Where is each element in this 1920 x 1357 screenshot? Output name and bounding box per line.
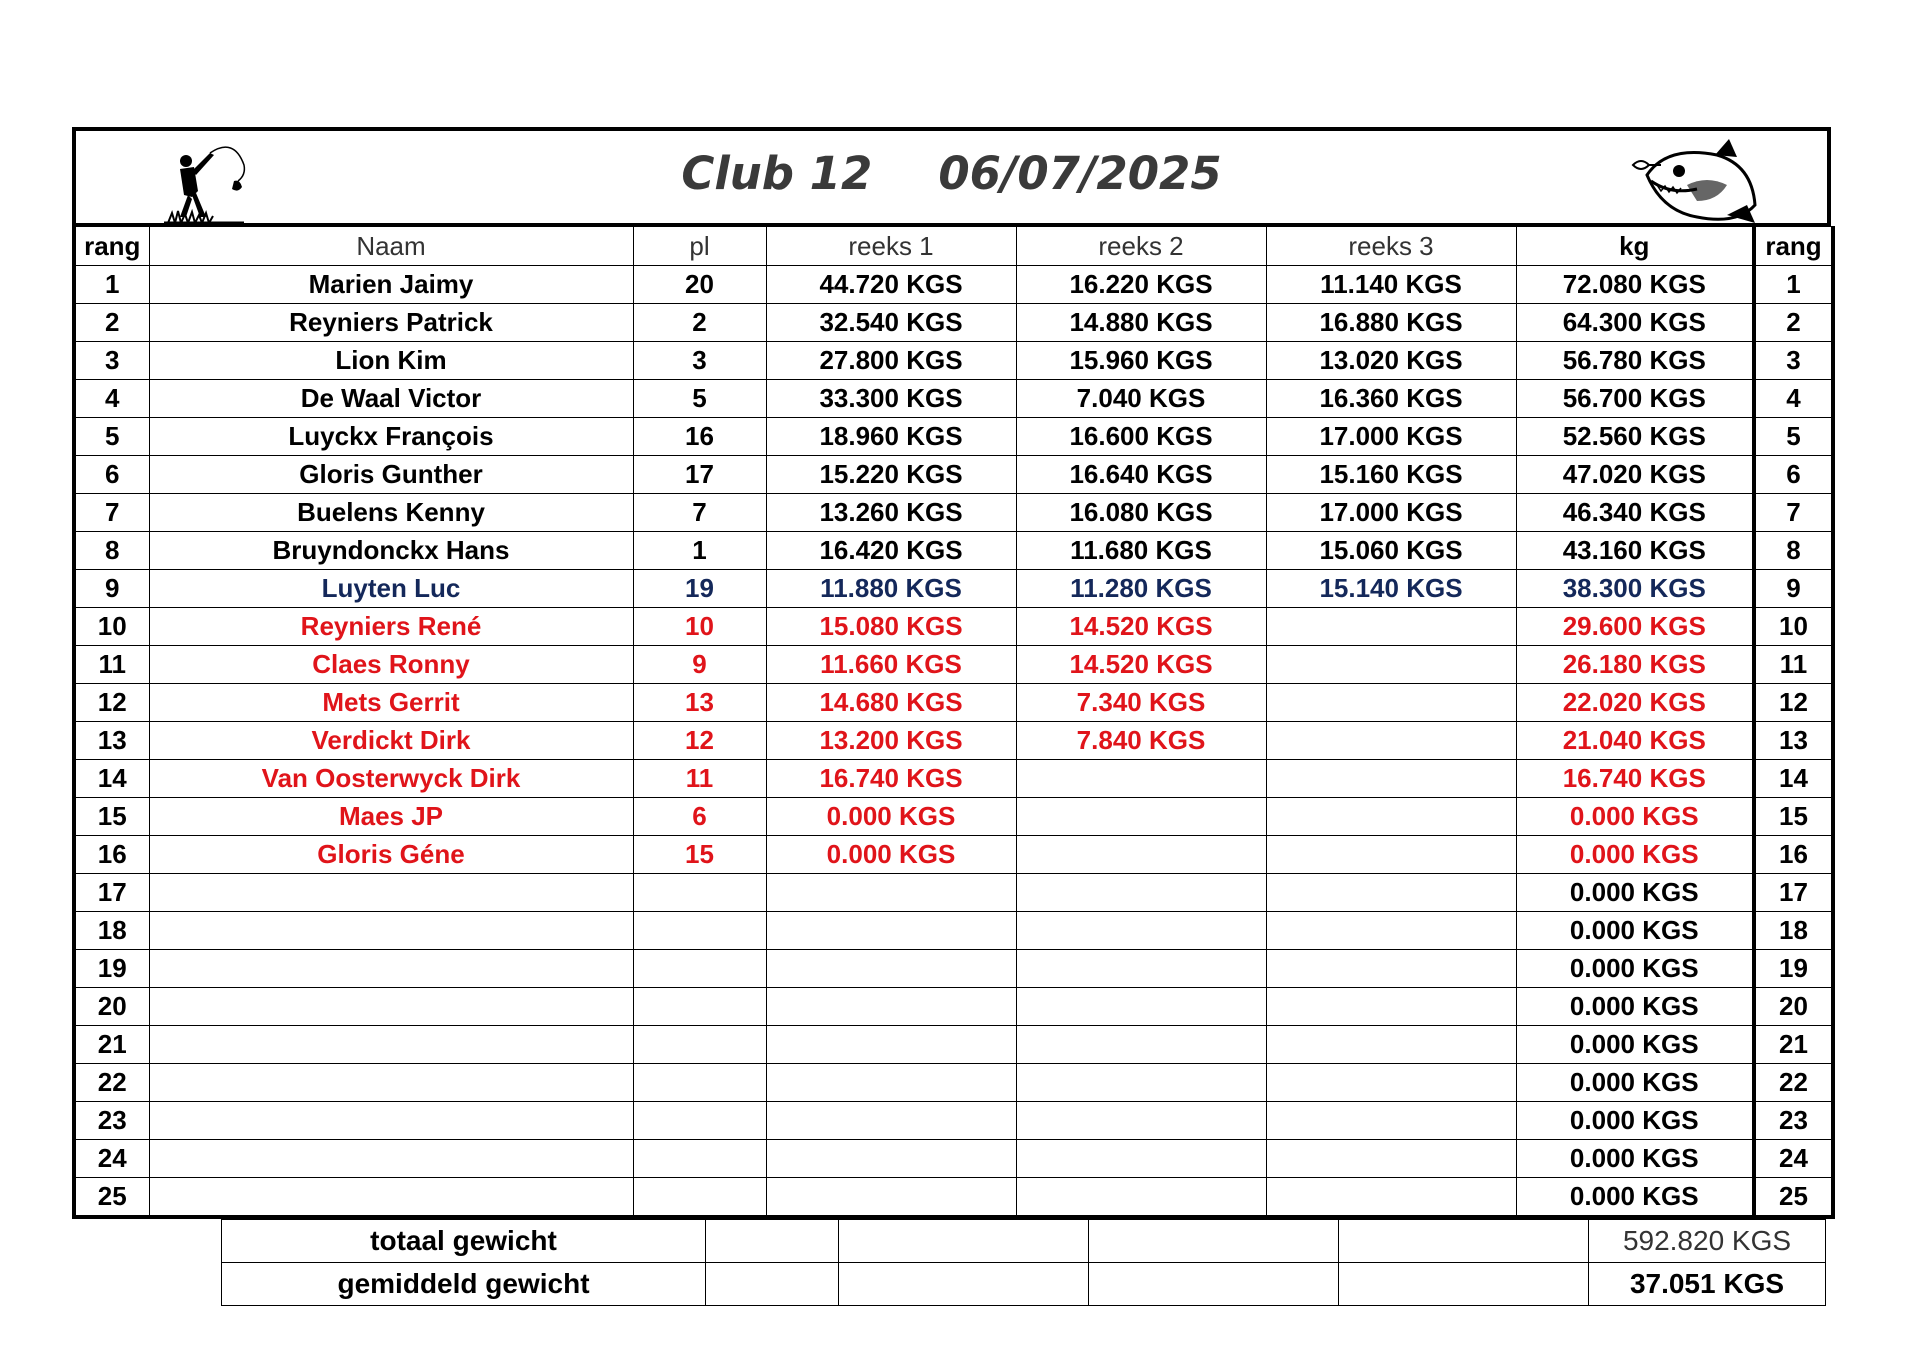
cell-pl: 16 xyxy=(633,418,766,456)
cell-rang-right: 5 xyxy=(1754,418,1833,456)
cell-pl: 12 xyxy=(633,722,766,760)
cell-pl xyxy=(633,1102,766,1140)
results-table xyxy=(72,226,1835,1219)
cell-rang: 12 xyxy=(74,684,149,722)
average-weight-label: gemiddeld gewicht xyxy=(222,1263,706,1306)
cell-rang-right: 2 xyxy=(1754,304,1833,342)
table-row xyxy=(74,950,1833,988)
fish-icon xyxy=(1627,135,1767,227)
cell-rang-right: 17 xyxy=(1754,874,1833,912)
cell-reeks-1: 16.740 KGS xyxy=(766,760,1016,798)
cell-reeks-3: 15.140 KGS xyxy=(1266,570,1516,608)
cell-pl xyxy=(633,1140,766,1178)
cell-kg: 46.340 KGS xyxy=(1516,494,1754,532)
cell-reeks-3 xyxy=(1266,722,1516,760)
cell-reeks-2 xyxy=(1016,1064,1266,1102)
cell-reeks-1: 13.200 KGS xyxy=(766,722,1016,760)
cell-reeks-1: 44.720 KGS xyxy=(766,266,1016,304)
cell-naam: Reyniers René xyxy=(149,608,633,646)
cell-rang: 7 xyxy=(74,494,149,532)
table-row xyxy=(74,1064,1833,1102)
table-row xyxy=(74,684,1833,722)
cell-reeks-2 xyxy=(1016,950,1266,988)
cell-rang: 21 xyxy=(74,1026,149,1064)
cell-pl: 1 xyxy=(633,532,766,570)
cell-naam xyxy=(149,988,633,1026)
cell-reeks-1: 11.660 KGS xyxy=(766,646,1016,684)
cell-rang-right: 4 xyxy=(1754,380,1833,418)
cell-kg: 21.040 KGS xyxy=(1516,722,1754,760)
cell-kg: 52.560 KGS xyxy=(1516,418,1754,456)
cell-pl xyxy=(633,1178,766,1218)
cell-rang-right: 20 xyxy=(1754,988,1833,1026)
cell-reeks-3 xyxy=(1266,608,1516,646)
cell-pl: 6 xyxy=(633,798,766,836)
table-row xyxy=(74,532,1833,570)
cell-naam xyxy=(149,1102,633,1140)
table-row xyxy=(74,304,1833,342)
cell-naam: Buelens Kenny xyxy=(149,494,633,532)
cell-naam xyxy=(149,1140,633,1178)
cell-reeks-1 xyxy=(766,988,1016,1026)
cell-reeks-2: 7.840 KGS xyxy=(1016,722,1266,760)
cell-pl: 20 xyxy=(633,266,766,304)
cell-reeks-3 xyxy=(1266,912,1516,950)
table-row xyxy=(74,1178,1833,1218)
cell-rang-right: 12 xyxy=(1754,684,1833,722)
cell-reeks-2: 11.680 KGS xyxy=(1016,532,1266,570)
table-row xyxy=(74,494,1833,532)
cell-rang-right: 18 xyxy=(1754,912,1833,950)
cell-naam xyxy=(149,912,633,950)
cell-kg: 56.780 KGS xyxy=(1516,342,1754,380)
cell-reeks-2: 14.520 KGS xyxy=(1016,608,1266,646)
cell-reeks-3: 15.160 KGS xyxy=(1266,456,1516,494)
cell-naam: Luyckx François xyxy=(149,418,633,456)
cell-rang-right: 25 xyxy=(1754,1178,1833,1218)
cell-rang: 3 xyxy=(74,342,149,380)
cell-pl: 2 xyxy=(633,304,766,342)
table-row xyxy=(74,456,1833,494)
cell-rang: 14 xyxy=(74,760,149,798)
table-row xyxy=(74,1102,1833,1140)
cell-pl xyxy=(633,950,766,988)
sheet-header xyxy=(72,127,1831,226)
cell-reeks-1: 15.080 KGS xyxy=(766,608,1016,646)
cell-rang: 5 xyxy=(74,418,149,456)
table-row xyxy=(74,798,1833,836)
cell-naam xyxy=(149,1178,633,1218)
cell-pl: 19 xyxy=(633,570,766,608)
cell-pl: 11 xyxy=(633,760,766,798)
cell-kg: 0.000 KGS xyxy=(1516,798,1754,836)
cell-reeks-3 xyxy=(1266,950,1516,988)
cell-pl xyxy=(633,1026,766,1064)
table-row xyxy=(74,342,1833,380)
cell-reeks-2: 16.220 KGS xyxy=(1016,266,1266,304)
cell-reeks-1: 0.000 KGS xyxy=(766,836,1016,874)
cell-reeks-1 xyxy=(766,1178,1016,1218)
cell-rang-right: 8 xyxy=(1754,532,1833,570)
cell-naam xyxy=(149,874,633,912)
cell-reeks-1 xyxy=(766,874,1016,912)
cell-reeks-2 xyxy=(1016,798,1266,836)
sheet-title xyxy=(76,147,1827,200)
cell-reeks-3 xyxy=(1266,684,1516,722)
cell-naam: Maes JP xyxy=(149,798,633,836)
col-kg: kg xyxy=(1516,227,1754,266)
table-header-row xyxy=(74,227,1833,266)
cell-reeks-1: 14.680 KGS xyxy=(766,684,1016,722)
cell-rang: 20 xyxy=(74,988,149,1026)
cell-naam: Van Oosterwyck Dirk xyxy=(149,760,633,798)
cell-naam: Luyten Luc xyxy=(149,570,633,608)
cell-reeks-2: 11.280 KGS xyxy=(1016,570,1266,608)
cell-rang: 23 xyxy=(74,1102,149,1140)
cell-pl: 13 xyxy=(633,684,766,722)
col-reeks-3: reeks 3 xyxy=(1266,227,1516,266)
cell-naam: Lion Kim xyxy=(149,342,633,380)
table-row xyxy=(74,380,1833,418)
cell-pl: 7 xyxy=(633,494,766,532)
table-row xyxy=(74,1026,1833,1064)
cell-pl: 17 xyxy=(633,456,766,494)
cell-kg: 0.000 KGS xyxy=(1516,912,1754,950)
cell-reeks-3 xyxy=(1266,646,1516,684)
cell-rang-right: 3 xyxy=(1754,342,1833,380)
cell-reeks-2 xyxy=(1016,1178,1266,1218)
cell-rang: 19 xyxy=(74,950,149,988)
cell-naam: Reyniers Patrick xyxy=(149,304,633,342)
cell-reeks-2: 7.040 KGS xyxy=(1016,380,1266,418)
cell-kg: 43.160 KGS xyxy=(1516,532,1754,570)
cell-reeks-1: 27.800 KGS xyxy=(766,342,1016,380)
total-weight-label: totaal gewicht xyxy=(222,1220,706,1263)
cell-pl: 5 xyxy=(633,380,766,418)
cell-reeks-1 xyxy=(766,1026,1016,1064)
average-weight-value: 37.051 KGS xyxy=(1589,1263,1826,1306)
cell-naam xyxy=(149,1026,633,1064)
cell-rang-right: 11 xyxy=(1754,646,1833,684)
cell-reeks-1 xyxy=(766,1140,1016,1178)
cell-rang: 10 xyxy=(74,608,149,646)
cell-naam: De Waal Victor xyxy=(149,380,633,418)
cell-kg: 29.600 KGS xyxy=(1516,608,1754,646)
col-rang-right: rang xyxy=(1754,227,1833,266)
cell-rang-right: 6 xyxy=(1754,456,1833,494)
cell-rang-right: 16 xyxy=(1754,836,1833,874)
cell-kg: 0.000 KGS xyxy=(1516,1140,1754,1178)
cell-rang: 1 xyxy=(74,266,149,304)
cell-rang: 13 xyxy=(74,722,149,760)
cell-rang-right: 14 xyxy=(1754,760,1833,798)
cell-kg: 0.000 KGS xyxy=(1516,1064,1754,1102)
cell-reeks-2: 14.520 KGS xyxy=(1016,646,1266,684)
cell-reeks-2 xyxy=(1016,836,1266,874)
cell-reeks-1: 32.540 KGS xyxy=(766,304,1016,342)
match-date: 06/07/2025 xyxy=(938,147,1222,200)
cell-rang: 16 xyxy=(74,836,149,874)
total-weight-row xyxy=(222,1220,1826,1263)
cell-reeks-1 xyxy=(766,1064,1016,1102)
total-weight-value: 592.820 KGS xyxy=(1589,1220,1826,1263)
cell-reeks-1: 0.000 KGS xyxy=(766,798,1016,836)
cell-reeks-3 xyxy=(1266,1178,1516,1218)
table-row xyxy=(74,912,1833,950)
cell-reeks-1: 18.960 KGS xyxy=(766,418,1016,456)
cell-rang: 6 xyxy=(74,456,149,494)
cell-kg: 22.020 KGS xyxy=(1516,684,1754,722)
cell-naam xyxy=(149,950,633,988)
cell-reeks-3: 17.000 KGS xyxy=(1266,418,1516,456)
cell-pl xyxy=(633,988,766,1026)
cell-rang: 18 xyxy=(74,912,149,950)
club-name: Club 12 xyxy=(681,147,873,200)
cell-reeks-1 xyxy=(766,950,1016,988)
table-row xyxy=(74,722,1833,760)
cell-reeks-3 xyxy=(1266,1140,1516,1178)
cell-reeks-2: 16.640 KGS xyxy=(1016,456,1266,494)
cell-reeks-1: 13.260 KGS xyxy=(766,494,1016,532)
cell-rang: 8 xyxy=(74,532,149,570)
cell-naam: Mets Gerrit xyxy=(149,684,633,722)
table-row xyxy=(74,760,1833,798)
cell-rang: 2 xyxy=(74,304,149,342)
cell-rang-right: 15 xyxy=(1754,798,1833,836)
cell-reeks-1 xyxy=(766,1102,1016,1140)
col-reeks-1: reeks 1 xyxy=(766,227,1016,266)
table-row xyxy=(74,570,1833,608)
cell-rang: 9 xyxy=(74,570,149,608)
cell-rang-right: 23 xyxy=(1754,1102,1833,1140)
cell-reeks-2 xyxy=(1016,760,1266,798)
cell-kg: 26.180 KGS xyxy=(1516,646,1754,684)
cell-kg: 16.740 KGS xyxy=(1516,760,1754,798)
cell-rang: 4 xyxy=(74,380,149,418)
cell-rang: 24 xyxy=(74,1140,149,1178)
cell-rang-right: 13 xyxy=(1754,722,1833,760)
table-row xyxy=(74,1140,1833,1178)
cell-naam: Bruyndonckx Hans xyxy=(149,532,633,570)
cell-naam: Verdickt Dirk xyxy=(149,722,633,760)
cell-kg: 38.300 KGS xyxy=(1516,570,1754,608)
cell-reeks-1 xyxy=(766,912,1016,950)
cell-reeks-3 xyxy=(1266,1026,1516,1064)
cell-kg: 0.000 KGS xyxy=(1516,988,1754,1026)
cell-rang: 22 xyxy=(74,1064,149,1102)
cell-reeks-2 xyxy=(1016,874,1266,912)
cell-rang: 25 xyxy=(74,1178,149,1218)
cell-reeks-1: 33.300 KGS xyxy=(766,380,1016,418)
cell-rang-right: 7 xyxy=(1754,494,1833,532)
cell-kg: 0.000 KGS xyxy=(1516,836,1754,874)
cell-kg: 64.300 KGS xyxy=(1516,304,1754,342)
cell-rang-right: 22 xyxy=(1754,1064,1833,1102)
cell-pl xyxy=(633,874,766,912)
cell-rang-right: 1 xyxy=(1754,266,1833,304)
cell-reeks-3: 11.140 KGS xyxy=(1266,266,1516,304)
cell-pl: 9 xyxy=(633,646,766,684)
cell-rang-right: 9 xyxy=(1754,570,1833,608)
table-row xyxy=(74,608,1833,646)
cell-reeks-2 xyxy=(1016,1102,1266,1140)
cell-rang-right: 19 xyxy=(1754,950,1833,988)
cell-naam: Gloris Géne xyxy=(149,836,633,874)
cell-reeks-3: 16.360 KGS xyxy=(1266,380,1516,418)
cell-reeks-3: 15.060 KGS xyxy=(1266,532,1516,570)
cell-reeks-3 xyxy=(1266,798,1516,836)
cell-kg: 0.000 KGS xyxy=(1516,1178,1754,1218)
cell-naam xyxy=(149,1064,633,1102)
cell-kg: 56.700 KGS xyxy=(1516,380,1754,418)
cell-reeks-3: 16.880 KGS xyxy=(1266,304,1516,342)
cell-pl xyxy=(633,1064,766,1102)
cell-reeks-2 xyxy=(1016,988,1266,1026)
col-reeks-2: reeks 2 xyxy=(1016,227,1266,266)
cell-reeks-2: 16.600 KGS xyxy=(1016,418,1266,456)
cell-reeks-2: 7.340 KGS xyxy=(1016,684,1266,722)
cell-reeks-3: 13.020 KGS xyxy=(1266,342,1516,380)
cell-kg: 0.000 KGS xyxy=(1516,874,1754,912)
totals-table xyxy=(221,1219,1826,1306)
cell-pl: 15 xyxy=(633,836,766,874)
table-row xyxy=(74,418,1833,456)
col-naam: Naam xyxy=(149,227,633,266)
cell-reeks-3: 17.000 KGS xyxy=(1266,494,1516,532)
cell-naam: Claes Ronny xyxy=(149,646,633,684)
cell-reeks-2: 16.080 KGS xyxy=(1016,494,1266,532)
cell-reeks-2: 14.880 KGS xyxy=(1016,304,1266,342)
col-pl: pl xyxy=(633,227,766,266)
cell-pl xyxy=(633,912,766,950)
cell-kg: 47.020 KGS xyxy=(1516,456,1754,494)
results-sheet xyxy=(72,127,1831,1299)
average-weight-row xyxy=(222,1263,1826,1306)
cell-reeks-3 xyxy=(1266,760,1516,798)
cell-pl: 10 xyxy=(633,608,766,646)
cell-kg: 0.000 KGS xyxy=(1516,1026,1754,1064)
cell-rang-right: 24 xyxy=(1754,1140,1833,1178)
table-row xyxy=(74,988,1833,1026)
cell-rang: 15 xyxy=(74,798,149,836)
col-rang: rang xyxy=(74,227,149,266)
cell-reeks-3 xyxy=(1266,1102,1516,1140)
cell-reeks-2 xyxy=(1016,1026,1266,1064)
cell-reeks-1: 15.220 KGS xyxy=(766,456,1016,494)
cell-rang-right: 10 xyxy=(1754,608,1833,646)
table-row xyxy=(74,266,1833,304)
cell-kg: 72.080 KGS xyxy=(1516,266,1754,304)
cell-rang-right: 21 xyxy=(1754,1026,1833,1064)
cell-reeks-2 xyxy=(1016,1140,1266,1178)
cell-reeks-1: 16.420 KGS xyxy=(766,532,1016,570)
cell-pl: 3 xyxy=(633,342,766,380)
cell-reeks-2: 15.960 KGS xyxy=(1016,342,1266,380)
cell-rang: 11 xyxy=(74,646,149,684)
cell-kg: 0.000 KGS xyxy=(1516,1102,1754,1140)
table-row xyxy=(74,836,1833,874)
table-row xyxy=(74,874,1833,912)
cell-naam: Gloris Gunther xyxy=(149,456,633,494)
cell-reeks-3 xyxy=(1266,1064,1516,1102)
cell-naam: Marien Jaimy xyxy=(149,266,633,304)
cell-reeks-3 xyxy=(1266,988,1516,1026)
cell-reeks-3 xyxy=(1266,836,1516,874)
cell-reeks-2 xyxy=(1016,912,1266,950)
cell-reeks-1: 11.880 KGS xyxy=(766,570,1016,608)
cell-rang: 17 xyxy=(74,874,149,912)
cell-kg: 0.000 KGS xyxy=(1516,950,1754,988)
table-row xyxy=(74,646,1833,684)
cell-reeks-3 xyxy=(1266,874,1516,912)
